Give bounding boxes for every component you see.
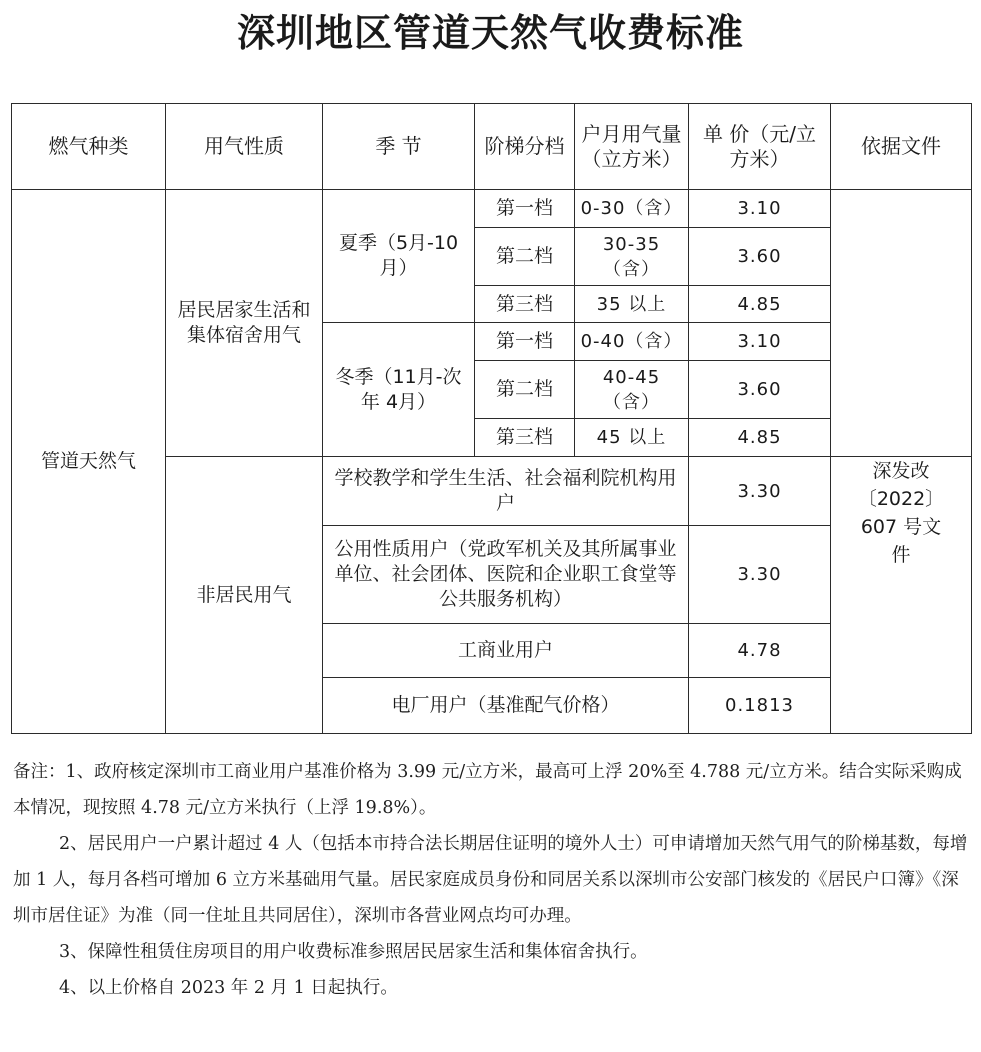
summer-season-label: 夏季（5月-10月） [323, 190, 475, 323]
price-cell: 3.60 [689, 228, 831, 286]
tier-cell: 第一档 [475, 190, 575, 228]
tier-cell: 第一档 [475, 323, 575, 361]
note-3: 3、保障性租赁住房项目的用户收费标准参照居民居家生活和集体宿舍执行。 [59, 942, 648, 962]
document-cell: 深发改〔2022〕607 号文件 [831, 457, 972, 734]
price-cell: 3.10 [689, 190, 831, 228]
price-cell: 3.30 [689, 457, 831, 525]
gas-price-table [11, 103, 972, 734]
header-price: 单 价（元/立方米） [689, 104, 831, 190]
price-cell: 0.1813 [689, 677, 831, 733]
volume-cell: 30-35（含） [575, 228, 689, 286]
header-tier: 阶梯分档 [475, 104, 575, 190]
price-cell: 3.30 [689, 525, 831, 623]
tier-cell: 第三档 [475, 419, 575, 457]
winter-season-label: 冬季（11月-次年 4月） [323, 323, 475, 457]
non-residential-desc: 公用性质用户（党政军机关及其所属事业单位、社会团体、医院和企业职工食堂等公共服务机构） [323, 525, 689, 623]
header-gas-type: 燃气种类 [12, 104, 166, 190]
header-season: 季 节 [323, 104, 475, 190]
header-document: 依据文件 [831, 104, 972, 190]
page-title: 深圳地区管道天然气收费标准 [236, 10, 744, 55]
table-header-row [12, 104, 972, 190]
non-residential-label: 非居民用气 [166, 457, 323, 734]
non-residential-desc: 工商业用户 [323, 623, 689, 677]
notes-section [13, 754, 975, 1006]
document-blank-cell [831, 190, 972, 457]
price-cell: 4.85 [689, 419, 831, 457]
header-volume: 户月用气量（立方米） [575, 104, 689, 190]
gas-type-cell: 管道天然气 [12, 190, 166, 734]
volume-cell: 35 以上 [575, 286, 689, 323]
tier-cell: 第二档 [475, 361, 575, 419]
non-residential-desc: 学校教学和学生生活、社会福利院机构用户 [323, 457, 689, 525]
price-cell: 4.78 [689, 623, 831, 677]
note-4: 4、以上价格自 2023 年 2 月 1 日起执行。 [59, 978, 398, 998]
table-row [12, 190, 972, 228]
volume-cell: 45 以上 [575, 419, 689, 457]
header-usage-nature: 用气性质 [166, 104, 323, 190]
volume-cell: 0-30（含） [575, 190, 689, 228]
note-1: 备注：1、政府核定深圳市工商业用户基准价格为 3.99 元/立方米，最高可上浮 20%至 4.788 元/立方米。结合实际采购成本情况，现按照 4.78 元/立方米执行（上浮 19.8%）。 [13, 762, 962, 818]
residential-label: 居民居家生活和集体宿舍用气 [166, 190, 323, 457]
volume-cell: 0-40（含） [575, 323, 689, 361]
tier-cell: 第三档 [475, 286, 575, 323]
tier-cell: 第二档 [475, 228, 575, 286]
note-2: 2、居民用户一户累计超过 4 人（包括本市持合法长期居住证明的境外人士）可申请增加天然气用气的阶梯基数，每增加 1 人，每月各档可增加 6 立方米基础用气量。居民家庭成员身份和同居关系以深圳市公安部门核发的《居民户口簿》《深圳市居住证》为准（同一住址且共同居住），深圳市各营业网点均可办理。 [13, 834, 968, 926]
volume-cell: 40-45（含） [575, 361, 689, 419]
price-cell: 3.10 [689, 323, 831, 361]
non-residential-desc: 电厂用户（基准配气价格） [323, 677, 689, 733]
price-cell: 3.60 [689, 361, 831, 419]
price-cell: 4.85 [689, 286, 831, 323]
